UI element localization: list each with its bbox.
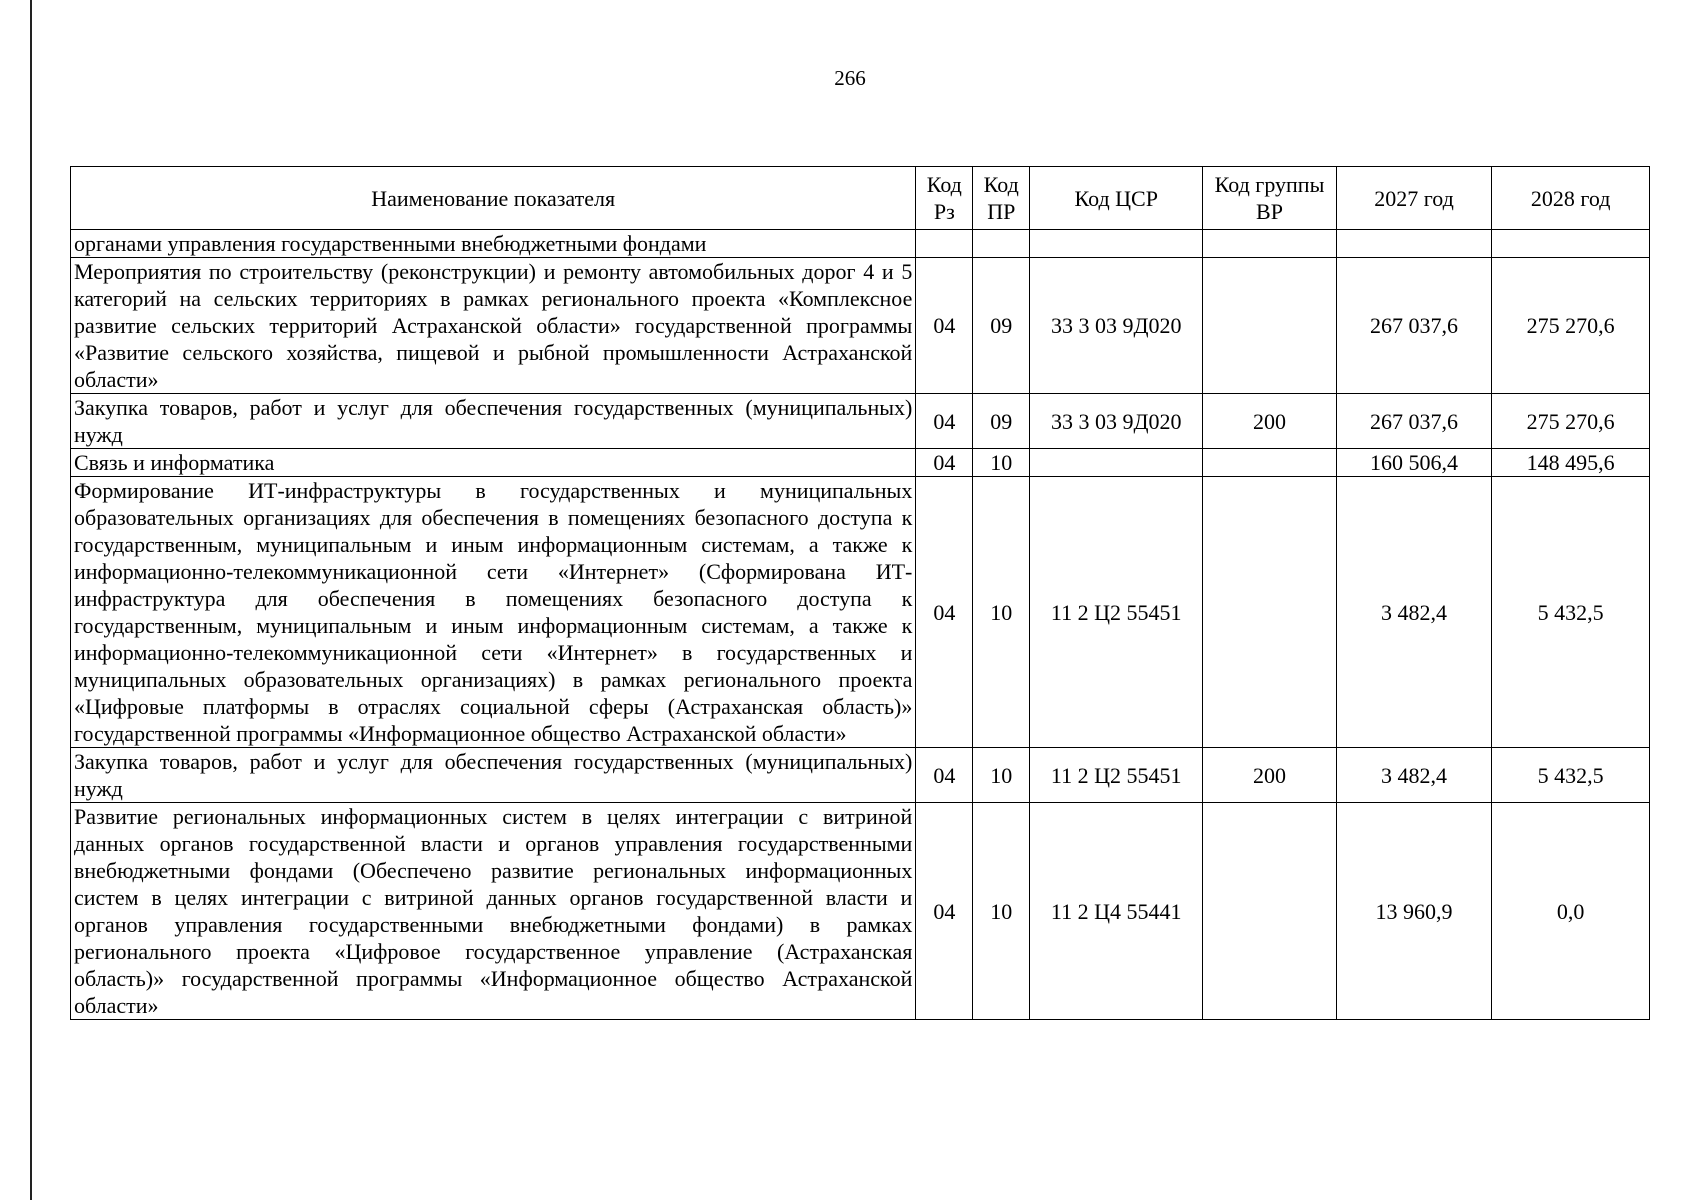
row-csr	[1030, 449, 1203, 477]
row-csr: 11 2 Ц4 55441	[1030, 803, 1203, 1020]
row-name: органами управления государственными внебюджетными фондами	[71, 230, 916, 258]
row-2028	[1492, 230, 1650, 258]
row-rz: 04	[916, 394, 973, 449]
budget-table	[70, 166, 1650, 1020]
table-row	[71, 394, 1650, 449]
row-name: Мероприятия по строительству (реконструкции) и ремонту автомобильных дорог 4 и 5 категорий на сельских территориях в рамках регионального проекта «Комплексное развитие сельских территорий Астраханской области» государственной программы «Развитие сельского хозяйства, пищевой и рыбной промышленности Астраханской области»	[71, 258, 916, 394]
row-2028: 0,0	[1492, 803, 1650, 1020]
row-rz: 04	[916, 449, 973, 477]
row-pr: 10	[973, 449, 1030, 477]
table-row	[71, 803, 1650, 1020]
table-row	[71, 748, 1650, 803]
header-pr: Код ПР	[973, 167, 1030, 230]
row-2028: 148 495,6	[1492, 449, 1650, 477]
row-csr: 11 2 Ц2 55451	[1030, 748, 1203, 803]
row-pr: 10	[973, 748, 1030, 803]
table-row	[71, 477, 1650, 748]
row-2027: 3 482,4	[1336, 748, 1491, 803]
table-row	[71, 230, 1650, 258]
header-2028: 2028 год	[1492, 167, 1650, 230]
table-header-row	[71, 167, 1650, 230]
row-pr	[973, 230, 1030, 258]
row-2027: 13 960,9	[1336, 803, 1491, 1020]
page-number: 266	[834, 66, 866, 90]
row-rz: 04	[916, 258, 973, 394]
header-csr: Код ЦСР	[1030, 167, 1203, 230]
row-rz: 04	[916, 803, 973, 1020]
row-vr	[1203, 803, 1337, 1020]
row-vr	[1203, 449, 1337, 477]
header-2027: 2027 год	[1336, 167, 1491, 230]
row-pr: 09	[973, 258, 1030, 394]
row-2027: 267 037,6	[1336, 258, 1491, 394]
row-2028: 5 432,5	[1492, 477, 1650, 748]
row-pr: 10	[973, 803, 1030, 1020]
row-vr	[1203, 258, 1337, 394]
row-vr: 200	[1203, 394, 1337, 449]
page-binding-line	[30, 0, 32, 1200]
row-vr: 200	[1203, 748, 1337, 803]
row-name: Развитие региональных информационных систем в целях интеграции с витриной данных органов государственной власти и органов управления государственными внебюджетными фондами (Обеспечено развитие региональных информационных систем в целях интеграции с витриной данных органов государственной власти и органов управления государственными внебюджетными фондами) в рамках регионального проекта «Цифровое государственное управление (Астраханская область)» государственной программы «Информационное общество Астраханской области»	[71, 803, 916, 1020]
row-rz	[916, 230, 973, 258]
row-2027: 267 037,6	[1336, 394, 1491, 449]
header-name: Наименование показателя	[71, 167, 916, 230]
row-vr	[1203, 230, 1337, 258]
row-name: Формирование ИТ-инфраструктуры в государственных и муниципальных образовательных организациях для обеспечения в помещениях безопасного доступа к государственным, муниципальным и иным информационным системам, а также к информационно-телекоммуникационной сети «Интернет» (Сформирована ИТ-инфраструктура для обеспечения в помещениях безопасного доступа к государственным, муниципальным и иным информационным системам, а также к информационно-телекоммуникационной сети «Интернет» в государственных и муниципальных образовательных организациях) в рамках регионального проекта «Цифровые платформы в отраслях социальной сферы (Астраханская область)» государственной программы «Информационное общество Астраханской области»	[71, 477, 916, 748]
row-2027: 160 506,4	[1336, 449, 1491, 477]
row-csr: 33 3 03 9Д020	[1030, 258, 1203, 394]
row-pr: 09	[973, 394, 1030, 449]
row-csr	[1030, 230, 1203, 258]
row-2027: 3 482,4	[1336, 477, 1491, 748]
row-2028: 275 270,6	[1492, 258, 1650, 394]
table-row	[71, 449, 1650, 477]
row-csr: 33 3 03 9Д020	[1030, 394, 1203, 449]
row-2028: 5 432,5	[1492, 748, 1650, 803]
header-vr: Код группы ВР	[1203, 167, 1337, 230]
table-row	[71, 258, 1650, 394]
row-name: Закупка товаров, работ и услуг для обеспечения государственных (муниципальных) нужд	[71, 748, 916, 803]
row-vr	[1203, 477, 1337, 748]
row-2027	[1336, 230, 1491, 258]
row-pr: 10	[973, 477, 1030, 748]
header-rz: Код Рз	[916, 167, 973, 230]
row-rz: 04	[916, 748, 973, 803]
row-name: Закупка товаров, работ и услуг для обеспечения государственных (муниципальных) нужд	[71, 394, 916, 449]
row-csr: 11 2 Ц2 55451	[1030, 477, 1203, 748]
row-rz: 04	[916, 477, 973, 748]
row-name: Связь и информатика	[71, 449, 916, 477]
row-2028: 275 270,6	[1492, 394, 1650, 449]
